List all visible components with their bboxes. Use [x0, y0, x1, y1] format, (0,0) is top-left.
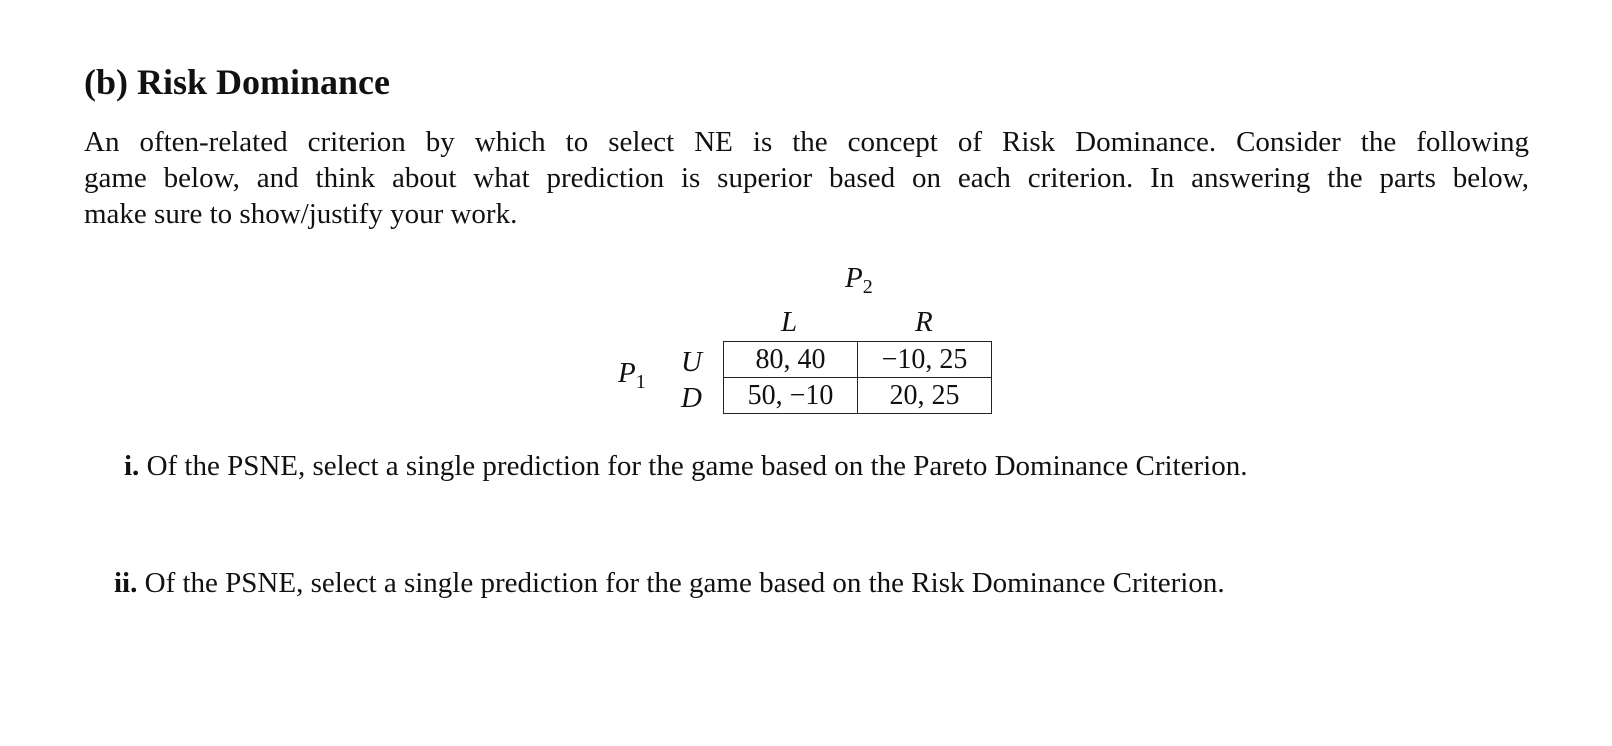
question-text: Of the PSNE, select a single prediction for the game based on the Risk Dominance Criterion.: [144, 567, 1225, 599]
intro-line-1: An often-related criterion by which to select NE is the concept of Risk Dominance. Consider the following: [84, 126, 1529, 158]
player-1-subscript: 1: [635, 371, 646, 393]
row-label-u: U: [681, 346, 702, 378]
column-label-r: R: [915, 306, 933, 338]
section-heading: (b) Risk Dominance: [84, 62, 391, 102]
intro-line-3: make sure to show/justify your work.: [84, 198, 518, 230]
player-2-subscript: 2: [862, 276, 873, 298]
payoff-cell-d-r: 20, 25: [858, 378, 992, 414]
question-item: [124, 448, 1247, 484]
payoff-cell-u-l: 80, 40: [724, 342, 858, 378]
row-label-d: D: [681, 382, 702, 414]
question-text: Of the PSNE, select a single prediction for the game based on the Pareto Dominance Criterion.: [146, 450, 1248, 482]
column-label-l: L: [781, 306, 798, 338]
payoff-matrix: [723, 341, 992, 414]
player-2-label: $P_2$: [845, 262, 873, 298]
intro-paragraph: [84, 124, 1529, 232]
intro-line-2: game below, and think about what prediction is superior based on each criterion. In answering the parts below,: [84, 162, 1529, 194]
payoff-cell-u-r: −10, 25: [858, 342, 992, 378]
question-number: i.: [124, 450, 140, 482]
player-1-label: $P_1$: [618, 357, 646, 393]
payoff-cell-d-l: 50, −10: [724, 378, 858, 414]
question-number: ii.: [114, 567, 138, 599]
question-item: [114, 565, 1225, 601]
payoff-row-u: [724, 342, 992, 378]
payoff-row-d: [724, 378, 992, 414]
